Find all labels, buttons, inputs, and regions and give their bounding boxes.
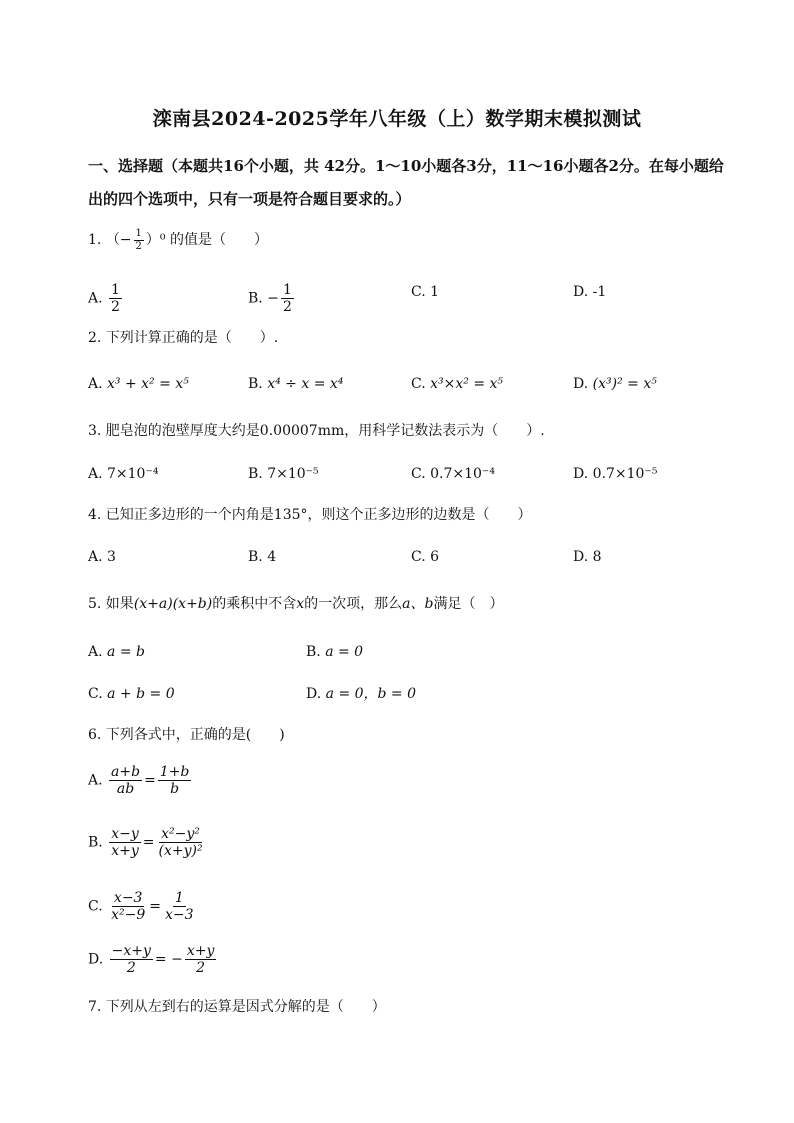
option-a	[88, 764, 193, 797]
question-2: 2. 下列计算正确的是（ ）.	[88, 330, 279, 346]
fraction	[281, 282, 294, 315]
option-label: B.	[88, 834, 103, 851]
fraction	[109, 890, 147, 923]
math-expression: (x+a)(x+b)	[133, 596, 213, 612]
denominator: (x+y)²	[158, 843, 203, 860]
option-b: B. 4	[248, 549, 277, 565]
option-c	[88, 890, 198, 923]
denominator: x²−9	[111, 907, 146, 924]
denominator: x+y	[111, 843, 139, 860]
denominator: 2	[126, 960, 136, 977]
option-label: A.	[88, 376, 103, 392]
option-label: B.	[248, 376, 263, 392]
option-d: D. -1	[573, 284, 607, 300]
math-variables: a、b	[402, 596, 434, 612]
denominator: 2	[196, 960, 206, 977]
numerator: 1	[282, 282, 292, 298]
numerator: 1	[111, 282, 120, 298]
numerator: x−3	[113, 890, 143, 906]
fraction	[134, 228, 144, 252]
option-c	[411, 374, 503, 394]
option-c: C. 6	[411, 549, 440, 565]
option-label: A.	[88, 772, 103, 789]
expr-suffix: ）⁰ 的值是（ ）	[145, 232, 268, 248]
option-a: A. 7×10⁻⁴	[88, 466, 159, 482]
fraction	[109, 826, 141, 859]
option-d	[573, 374, 657, 394]
option-label: A.	[88, 290, 103, 307]
numerator: −x+y	[111, 943, 151, 959]
option-label: B.	[306, 644, 321, 660]
option-b	[88, 826, 207, 859]
option-label: B.	[248, 290, 263, 307]
math-variable: x	[296, 596, 305, 612]
fraction	[110, 943, 153, 976]
option-label: C.	[88, 686, 103, 702]
option-label: A.	[88, 644, 103, 660]
denominator: 2	[282, 299, 292, 316]
equals-sign: =	[142, 834, 155, 851]
minus-sign: −	[267, 290, 279, 307]
option-label: D.	[573, 376, 589, 392]
math-expression: x³×x² = x⁵	[430, 376, 504, 392]
fraction	[158, 764, 192, 797]
math-expression: a + b = 0	[107, 686, 175, 702]
question-6: 6. 下列各式中，正确的是( )	[88, 727, 285, 743]
option-a	[88, 374, 189, 394]
option-label: D.	[306, 686, 322, 702]
option-d	[88, 943, 218, 976]
equals-sign: = −	[154, 951, 183, 968]
math-expression: x³ + x² = x⁵	[107, 376, 189, 392]
equals-sign: =	[149, 898, 162, 915]
stem-text: 的乘积中不含	[212, 596, 297, 612]
fraction	[163, 890, 196, 923]
numerator: a+b	[111, 764, 141, 780]
question-5	[88, 594, 503, 614]
option-c: C. 0.7×10⁻⁴	[411, 466, 495, 482]
option-a	[88, 282, 124, 315]
question-4: 4. 已知正多边形的一个内角是135°，则这个正多边形的边数是（ ）	[88, 507, 532, 523]
numerator: x+y	[186, 943, 215, 959]
math-expression: x⁴ ÷ x = x⁴	[267, 376, 344, 392]
option-label: C.	[411, 376, 426, 392]
stem-text: 5. 如果	[88, 596, 134, 612]
equals-sign: =	[144, 772, 156, 789]
fraction	[156, 826, 204, 859]
option-a: A. 3	[88, 549, 116, 565]
denominator: x−3	[165, 907, 194, 924]
denominator: b	[170, 781, 180, 798]
section-heading: 一、选择题（本题共16个小题，共 42分。1～10小题各3分，11～16小题各2分。在每小题给出的四个选项中，只有一项是符合题目要求的。）	[88, 157, 724, 208]
math-expression: a = 0	[325, 644, 364, 660]
numerator: 1	[135, 228, 142, 239]
question-7: 7. 下列从左到右的运算是因式分解的是（ ）	[88, 999, 386, 1015]
option-d: D. 0.7×10⁻⁵	[573, 466, 658, 482]
option-label: C.	[88, 898, 103, 915]
option-d: D. 8	[573, 549, 602, 565]
option-a	[88, 642, 145, 662]
denominator: 2	[135, 240, 142, 252]
question-number: 1.	[88, 232, 102, 248]
expr-prefix: （−	[105, 232, 132, 248]
option-b	[248, 374, 343, 394]
math-expression: a = 0，b = 0	[325, 686, 417, 702]
denominator: 2	[111, 299, 120, 316]
math-expression: a = b	[107, 644, 145, 660]
fraction	[185, 943, 217, 976]
stem-text: 的一次项，那么	[304, 596, 403, 612]
option-b: B. 7×10⁻⁵	[248, 466, 319, 482]
denominator: ab	[116, 781, 135, 798]
math-expression: (x³)² = x⁵	[592, 376, 657, 392]
question-3: 3. 肥皂泡的泡壁厚度大约是0.00007mm，用科学记数法表示为（ ）.	[88, 423, 545, 439]
numerator: x²−y²	[161, 826, 200, 842]
option-label: D.	[88, 951, 104, 968]
fraction	[109, 764, 142, 797]
option-b	[306, 642, 363, 662]
question-1	[88, 228, 268, 252]
option-b	[248, 282, 296, 315]
option-d	[306, 684, 416, 704]
fraction	[109, 282, 122, 315]
page-title: 滦南县2024-2025学年八年级（上）数学期末模拟测试	[152, 108, 642, 130]
numerator: 1	[174, 890, 184, 906]
stem-text: 满足（ ）	[433, 596, 504, 612]
option-c: C. 1	[411, 284, 440, 300]
numerator: 1+b	[159, 764, 190, 780]
numerator: x−y	[111, 826, 139, 842]
option-c	[88, 684, 175, 704]
